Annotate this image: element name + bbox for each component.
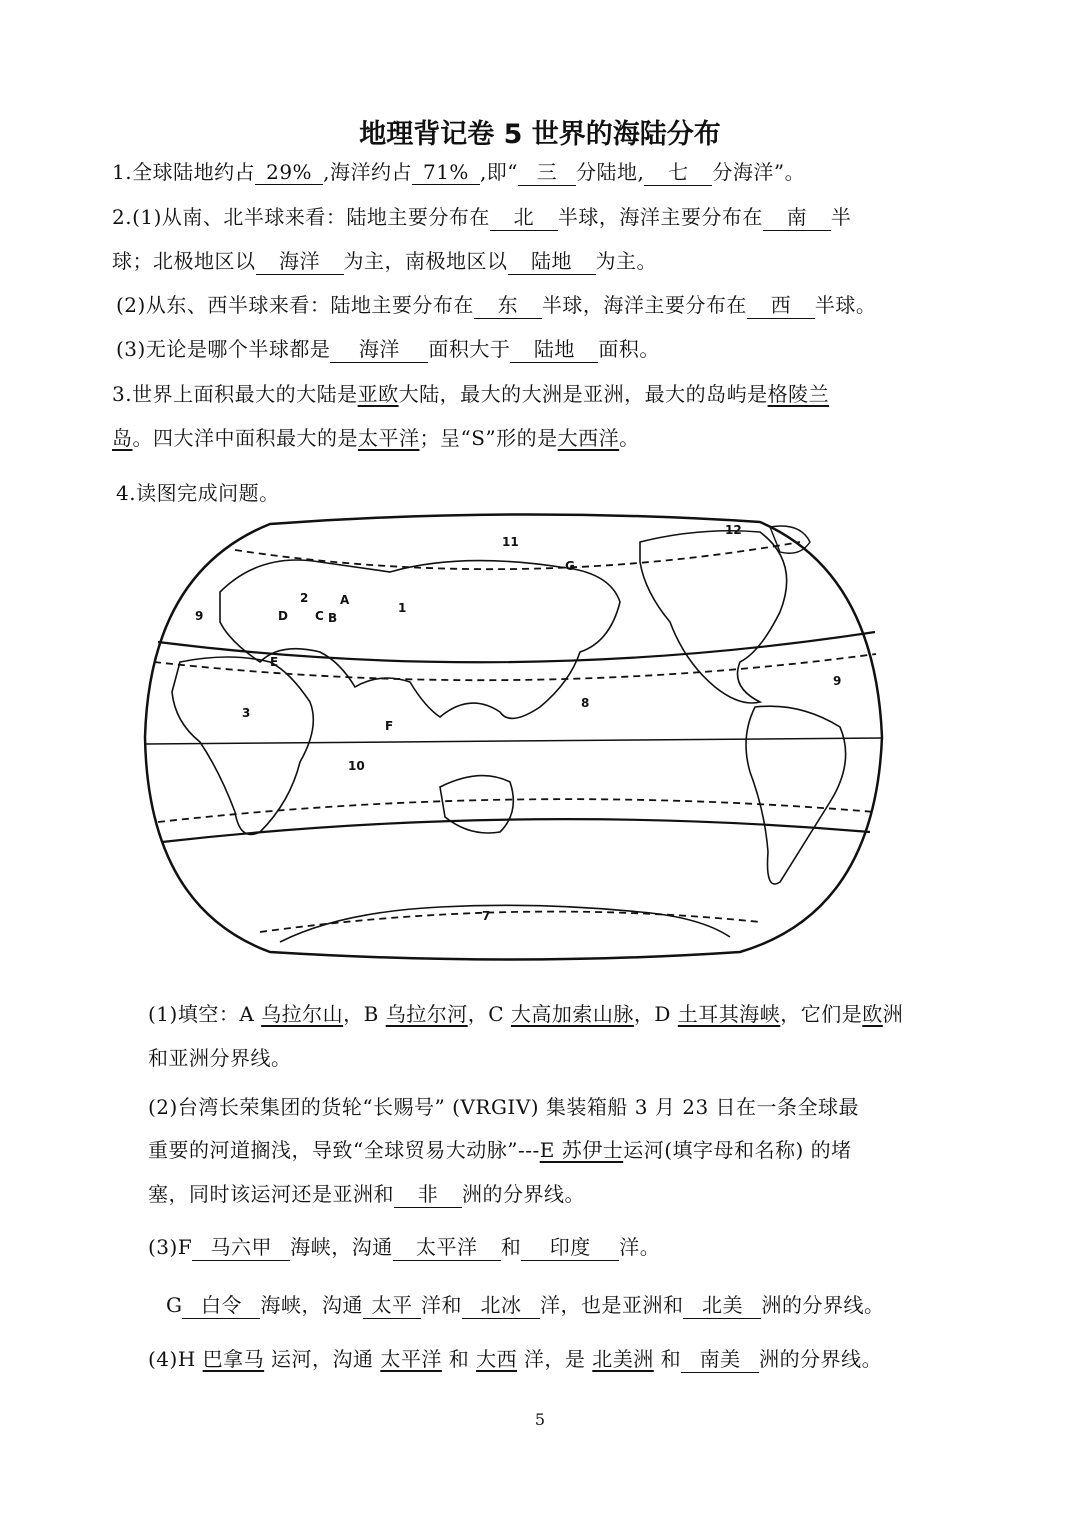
question-3-line1: 3.世界上面积最大的大陆是亚欧大陆，最大的大洲是亚洲，最大的岛屿是格陵兰 (112, 382, 830, 406)
equator-line (145, 738, 882, 744)
label-A: A (340, 593, 350, 607)
answer-ocean-percent: 71% (412, 160, 480, 185)
label-9-east: 9 (833, 674, 842, 688)
label-11: 11 (502, 535, 519, 549)
question-2-1-line1: 2.(1)从南、北半球来看：陆地主要分布在 北 半球，海洋主要分布在 南 半 (112, 201, 851, 231)
label-F: F (385, 719, 394, 733)
answer-ocean-parts: 七 (644, 156, 712, 186)
map-outline (145, 514, 882, 959)
label-8: 8 (581, 696, 590, 710)
world-map-svg (140, 512, 890, 962)
sub-question-3-F: (3)F 马六甲 海峡，沟通 太平洋 和 印度 洋。 (148, 1231, 660, 1261)
south-america-shape (746, 706, 846, 884)
label-1: 1 (398, 601, 407, 615)
sub-question-2-line3: 塞，同时该运河还是亚洲和 非 洲的分界线。 (148, 1178, 585, 1208)
eurasia-shape (220, 560, 620, 718)
question-2-3: (3)无论是哪个半球都是 海洋 面积大于 陆地 面积。 (116, 333, 660, 363)
answer-land-percent: 29% (255, 160, 323, 185)
antarctica-shape (280, 905, 730, 942)
label-E: E (270, 655, 279, 669)
question-2-2: (2)从东、西半球来看：陆地主要分布在 东 半球，海洋主要分布在 西 半球。 (116, 289, 876, 319)
sub-question-2-line1: (2)台湾长荣集团的货轮“长赐号” (VRGIV) 集装箱船 3 月 23 日在一条全球最 (148, 1095, 860, 1119)
australia-shape (440, 776, 513, 833)
label-D: D (278, 609, 288, 623)
page-number: 5 (534, 1410, 546, 1429)
label-B: B (328, 611, 338, 625)
label-10: 10 (348, 759, 365, 773)
north-america-shape (640, 531, 787, 703)
answer-land-parts: 三 (518, 156, 576, 186)
sub-question-4: (4)H 巴拿马 运河，沟通 太平洋 和 大西 洋，是 北美洲 和 南美 洲的分界线。 (148, 1343, 882, 1373)
sub-question-3-G: G 白令 海峡，沟通 太平 洋和 北冰 洋，也是亚洲和 北美 洲的分界线。 (166, 1289, 884, 1319)
sub-question-2-line2: 重要的河道搁浅，导致“全球贸易大动脉”---E 苏伊士运河(填字母和名称) 的堵 (148, 1138, 852, 1162)
label-12: 12 (725, 523, 742, 537)
label-2: 2 (300, 591, 309, 605)
north-dashed-line (154, 654, 876, 680)
page-title: 地理背记卷 5 世界的海陆分布 (359, 119, 721, 150)
label-C: C (315, 609, 324, 623)
question-2-1-line2: 球；北极地区以 海洋 为主，南极地区以 陆地 为主。 (112, 245, 657, 275)
world-map (140, 512, 890, 962)
question-3-line2: 岛。四大洋中面积最大的是太平洋；呈“S”形的是大西洋。 (112, 426, 640, 450)
label-G: G (565, 559, 575, 573)
sub-question-1-line2: 和亚洲分界线。 (148, 1046, 292, 1070)
question-4: 4.读图完成问题。 (116, 481, 280, 505)
label-9-west: 9 (195, 609, 204, 623)
label-3: 3 (242, 706, 251, 720)
sub-question-1-line1: (1)填空：A 乌拉尔山，B 乌拉尔河，C 大高加索山脉，D 土耳其海峡，它们是欧洲 (148, 1002, 904, 1026)
africa-shape (172, 657, 313, 835)
question-1: 1.全球陆地约占 29% ,海洋约占 71% ,即“ 三 分陆地, 七 分海洋”。 (112, 156, 805, 186)
label-7: 7 (482, 909, 491, 923)
